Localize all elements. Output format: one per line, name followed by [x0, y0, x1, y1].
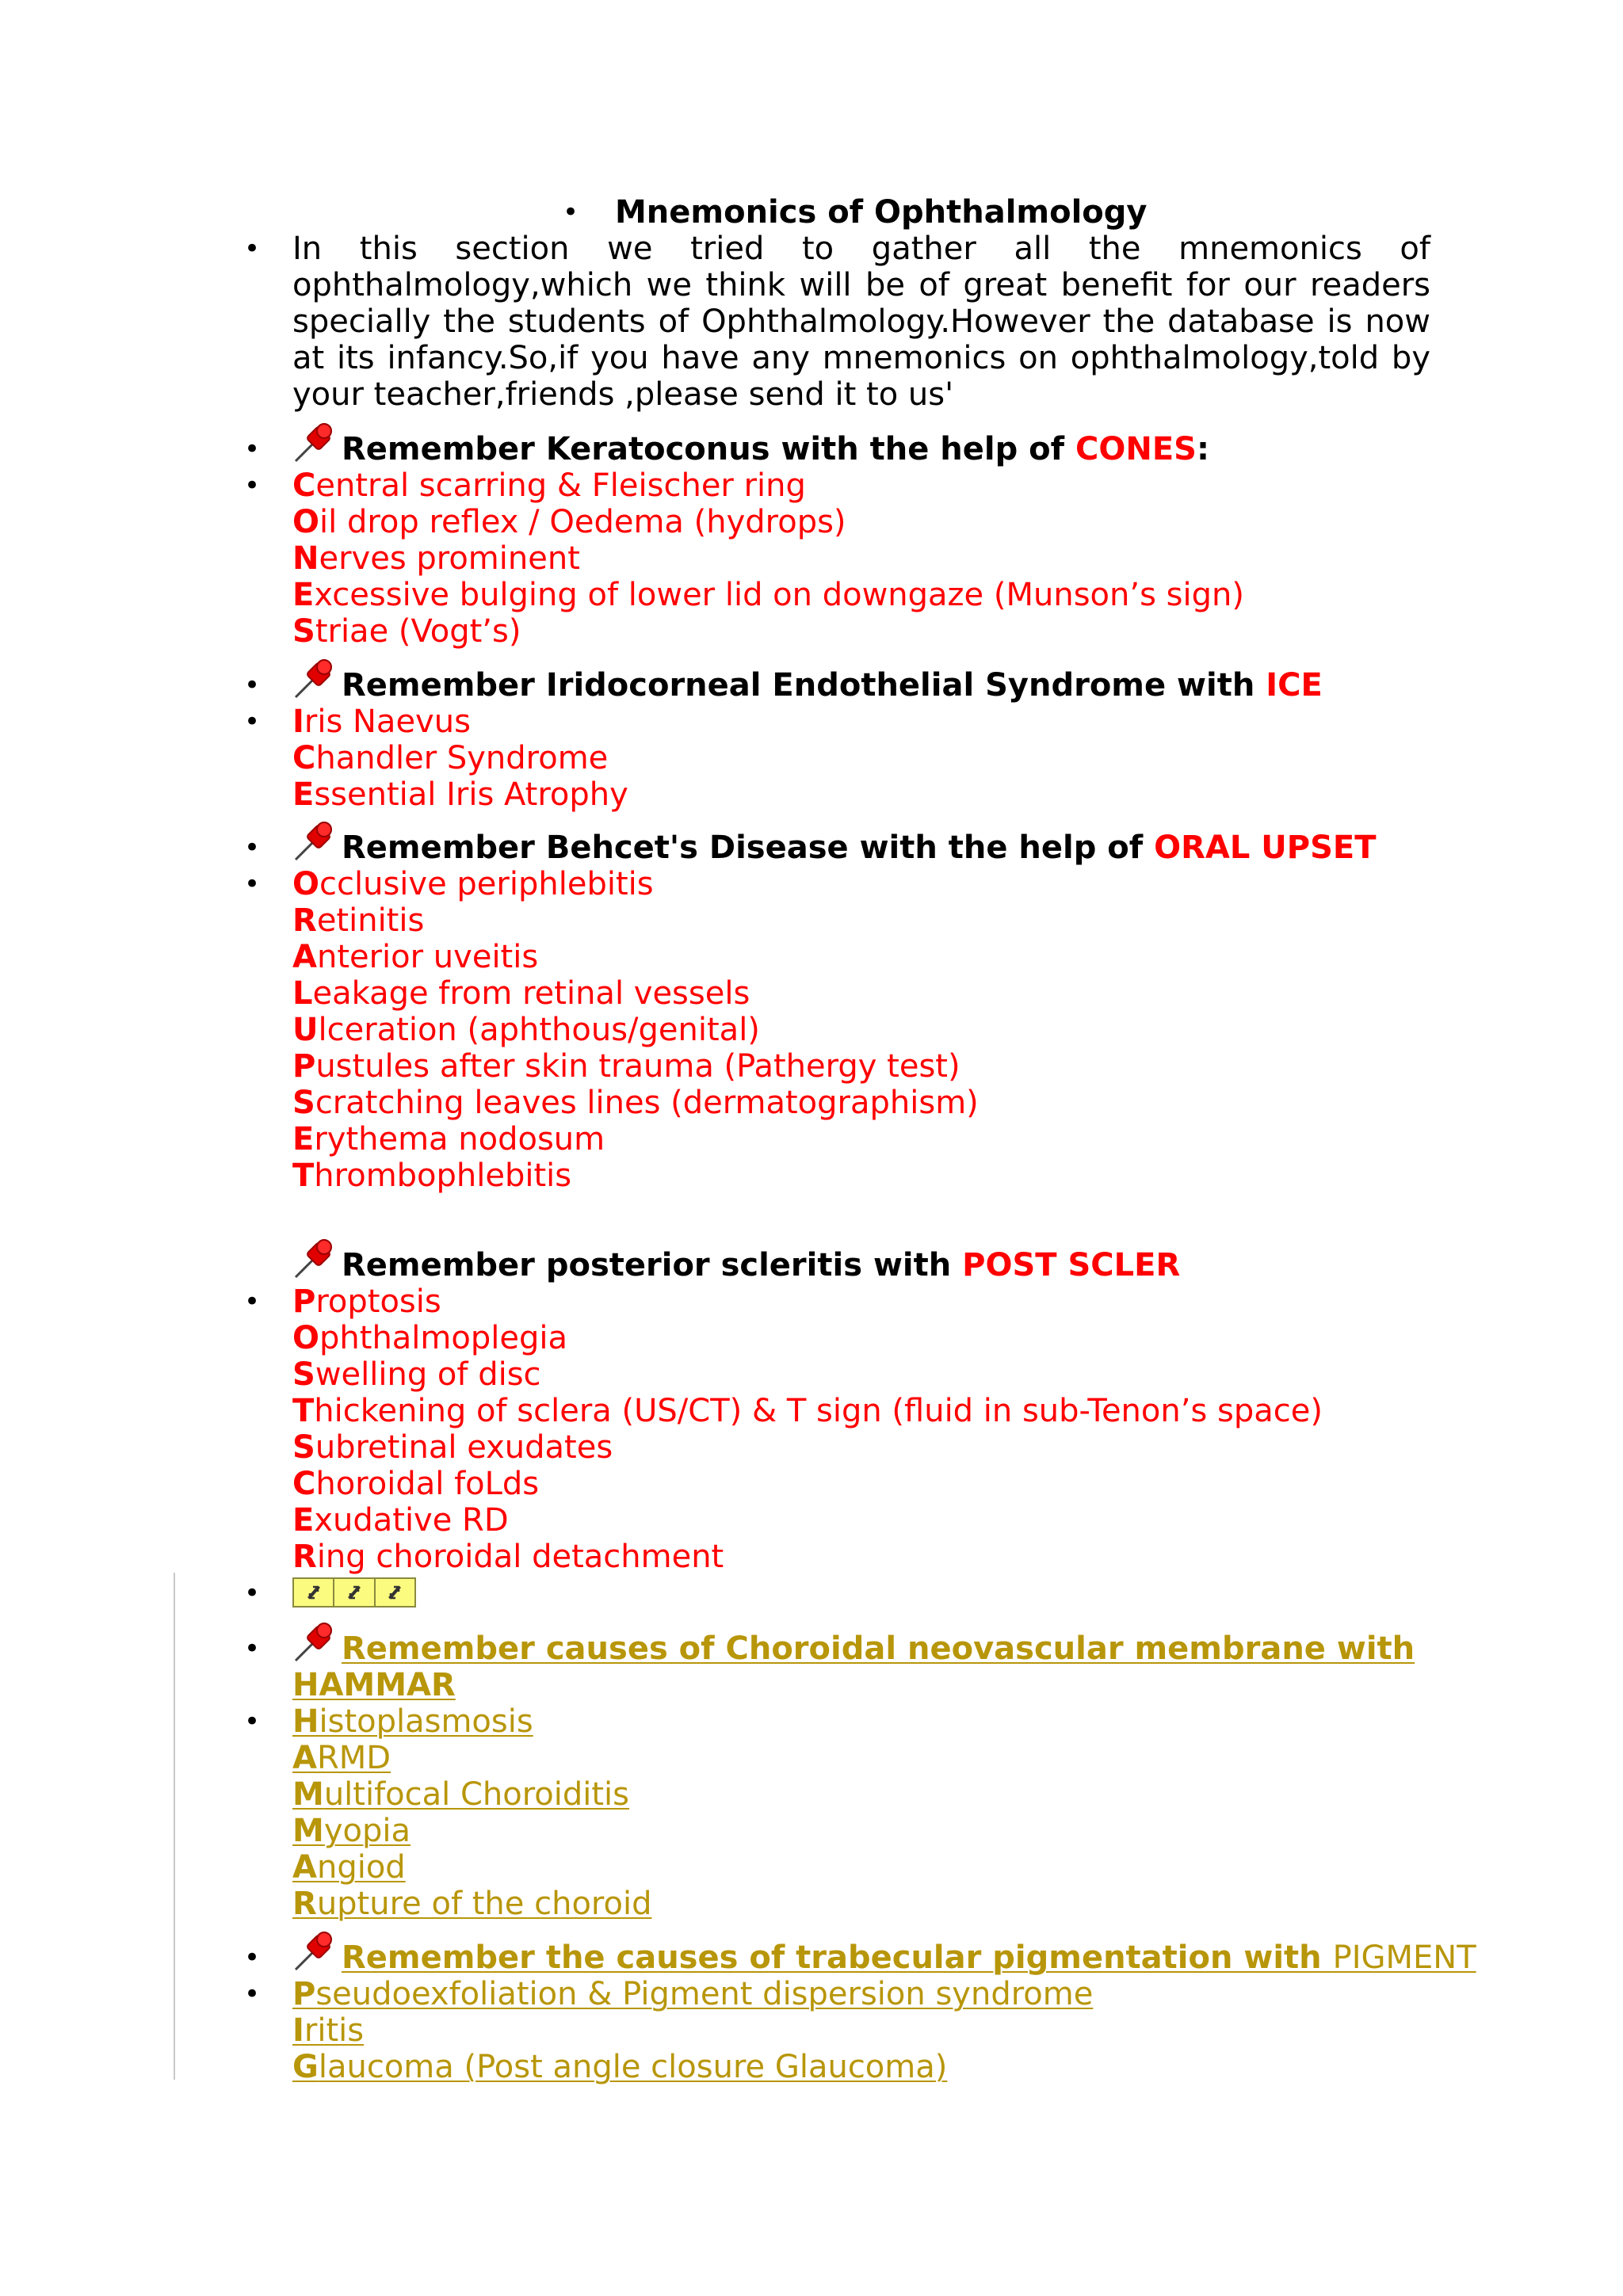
mnemonic-rest: ing choroidal detachment	[316, 1539, 724, 1575]
mnemonic-letter: P	[292, 1048, 316, 1085]
ice-keyword: ICE	[1266, 667, 1323, 704]
mnemonic-rest: nterior uveitis	[316, 939, 539, 975]
mnemonic-letter: P	[292, 1976, 316, 2012]
scleritis-heading-text: Remember posterior scleritis with	[342, 1247, 963, 1283]
margin-line	[174, 1573, 175, 2080]
mnemonic-letter: S	[292, 1429, 315, 1466]
bullet: •	[244, 868, 261, 900]
mnemonic-rest: triae (Vogt’s)	[315, 613, 521, 650]
bullet: •	[244, 433, 261, 465]
bullet: •	[244, 470, 261, 502]
cones-keyword: CONES	[1075, 431, 1197, 467]
arrow-icon	[376, 1579, 414, 1606]
mnemonic-letter: A	[292, 1740, 317, 1776]
mnemonic-letter: E	[292, 1502, 315, 1539]
behcet-item-text	[292, 866, 654, 902]
scleritis-item-text	[292, 1283, 441, 1320]
mnemonic-rest: yopia	[323, 1813, 411, 1849]
mnemonic-rest: il drop reflex / Oedema (hydrops)	[319, 504, 846, 540]
arrow-icon	[334, 1579, 375, 1606]
bullet: •	[244, 1577, 261, 1609]
cones-item-text	[292, 504, 846, 540]
pigment-item-text[interactable]	[292, 2012, 364, 2049]
scleritis-item-text	[292, 1320, 567, 1356]
mnemonic-rest: horoidal foLds	[315, 1466, 540, 1502]
mnemonic-letter: O	[292, 1320, 320, 1356]
mnemonic-letter: O	[292, 866, 320, 902]
cones-suffix: :	[1196, 431, 1209, 467]
cones-heading-text: Remember Keratoconus with the help of	[342, 431, 1075, 467]
mnemonic-rest: RMD	[316, 1740, 391, 1776]
scleritis-item-text	[292, 1502, 509, 1539]
ice-item-text	[292, 776, 628, 813]
pushpin-icon	[292, 820, 337, 863]
mnemonic-rest: etinitis	[316, 902, 425, 939]
mnemonic-rest: cclusive periphlebitis	[319, 866, 654, 902]
behcet-item-text	[292, 1048, 960, 1085]
mnemonic-rest: rythema nodosum	[314, 1121, 605, 1158]
mnemonic-letter: G	[292, 2049, 319, 2085]
behcet-heading-text: Remember Behcet's Disease with the help of	[342, 830, 1155, 866]
mnemonic-rest: ris Naevus	[304, 704, 471, 740]
scleritis-keyword: POST SCLER	[962, 1247, 1181, 1283]
mnemonic-letter: C	[292, 467, 316, 504]
scleritis-item-text	[292, 1393, 1323, 1429]
mnemonic-rest: entral scarring & Fleischer ring	[315, 467, 806, 504]
scleritis-item-text	[292, 1539, 724, 1575]
mnemonic-rest: roptosis	[315, 1283, 441, 1320]
mnemonic-rest: xcessive bulging of lower lid on downgaze (Munson’s sign)	[314, 577, 1244, 613]
mnemonic-letter: T	[292, 1393, 315, 1429]
mnemonic-letter: L	[292, 975, 313, 1012]
cones-item-text	[292, 467, 806, 504]
bullet: •	[244, 1706, 261, 1737]
hammar-item-text[interactable]	[292, 1849, 406, 1886]
behcet-item-text	[292, 902, 424, 939]
mnemonic-rest: ngiod	[316, 1849, 406, 1886]
hammar-item-text[interactable]	[292, 1776, 629, 1813]
cones-item-text	[292, 577, 1244, 613]
pigment-item-text[interactable]	[292, 2049, 947, 2085]
mnemonic-rest: hickening of sclera (US/CT) & T sign (fluid in sub-Tenon’s space)	[314, 1393, 1323, 1429]
scleritis-item-text	[292, 1466, 539, 1502]
pushpin-icon	[292, 1621, 337, 1664]
mnemonic-rest: ssential Iris Atrophy	[314, 776, 628, 813]
mnemonic-rest: upture of the choroid	[316, 1886, 652, 1922]
arrows-icon[interactable]	[292, 1577, 416, 1608]
hammar-item-text[interactable]	[292, 1813, 411, 1849]
bullet: •	[244, 1633, 261, 1665]
mnemonic-letter: E	[292, 577, 315, 613]
mnemonic-letter: A	[292, 939, 317, 975]
pushpin-icon	[292, 1238, 337, 1280]
bullet: •	[244, 1942, 261, 1974]
mnemonic-rest: erves prominent	[319, 540, 580, 577]
hammar-item-text[interactable]	[292, 1703, 533, 1740]
bullet: •	[244, 233, 261, 265]
hammar-keyword[interactable]: HAMMAR	[292, 1667, 456, 1703]
mnemonic-letter: S	[292, 613, 315, 650]
mnemonic-letter: E	[292, 1121, 315, 1158]
behcet-item-text	[292, 1085, 979, 1121]
mnemonic-rest: ritis	[304, 2012, 365, 2049]
mnemonic-letter: C	[292, 740, 316, 776]
bullet: •	[244, 832, 261, 864]
intro-paragraph: In this section we tried to gather all the mnemonics of ophthalmology,which we think will be of great benefit for our readers specially the students of Ophthalmology.However the database is now at its infancy.So,if you have any mnemonics on ophthalmology,told by your teacher,friends ,please send it to us'	[292, 231, 1430, 413]
bullet: •	[244, 1978, 261, 2010]
mnemonic-letter: R	[292, 902, 317, 939]
ice-item-text	[292, 704, 471, 740]
mnemonic-letter: H	[292, 1703, 319, 1740]
behcet-item-text	[292, 975, 750, 1012]
bullet: •	[244, 706, 261, 738]
mnemonic-rest: ultifocal Choroiditis	[323, 1776, 630, 1813]
hammar-item-text[interactable]	[292, 1740, 391, 1776]
mnemonic-letter: S	[292, 1085, 315, 1121]
mnemonic-rest: lceration (aphthous/genital)	[318, 1012, 760, 1048]
pushpin-icon	[292, 421, 337, 464]
mnemonic-rest: seudoexfoliation & Pigment dispersion syndrome	[315, 1976, 1094, 2012]
pigment-keyword[interactable]: PIGMENT	[1332, 1939, 1476, 1976]
mnemonic-letter: S	[292, 1356, 315, 1393]
scleritis-item-text	[292, 1429, 613, 1466]
mnemonic-rest: eakage from retinal vessels	[312, 975, 750, 1012]
mnemonic-letter: A	[292, 1849, 317, 1886]
mnemonic-letter: E	[292, 776, 315, 813]
mnemonic-letter: T	[292, 1158, 315, 1194]
cones-item-text	[292, 613, 521, 650]
mnemonic-rest: ustules after skin trauma (Pathergy test)	[315, 1048, 960, 1085]
mnemonic-rest: xudative RD	[314, 1502, 509, 1539]
arrow-icon	[294, 1579, 334, 1606]
mnemonic-letter: I	[292, 2012, 304, 2049]
scleritis-item-text	[292, 1356, 541, 1393]
mnemonic-letter: M	[292, 1776, 324, 1813]
bullet: •	[563, 196, 579, 228]
mnemonic-rest: istoplasmosis	[319, 1703, 533, 1740]
behcet-item-text	[292, 1012, 760, 1048]
mnemonic-letter: P	[292, 1283, 316, 1320]
mnemonic-letter: M	[292, 1813, 324, 1849]
mnemonic-rest: ubretinal exudates	[315, 1429, 613, 1466]
mnemonic-letter: O	[292, 504, 320, 540]
mnemonic-letter: U	[292, 1012, 319, 1048]
behcet-item-text	[292, 1158, 571, 1194]
cones-item-text	[292, 540, 580, 577]
mnemonic-rest: laucoma (Post angle closure Glaucoma)	[318, 2049, 948, 2085]
pigment-heading-link[interactable]: Remember the causes of trabecular pigmentation with	[342, 1939, 1333, 1976]
bullet: •	[244, 1286, 261, 1318]
mnemonic-letter: N	[292, 540, 319, 577]
ice-heading-text: Remember Iridocorneal Endothelial Syndrome with	[342, 667, 1266, 704]
mnemonic-letter: I	[292, 704, 304, 740]
page-title: Mnemonics of Ophthalmology	[615, 194, 1148, 231]
behcet-keyword: ORAL UPSET	[1154, 830, 1377, 866]
mnemonic-rest: phthalmoplegia	[319, 1320, 567, 1356]
hammar-item-text[interactable]	[292, 1886, 651, 1922]
mnemonic-letter: R	[292, 1539, 317, 1575]
mnemonic-rest: welling of disc	[315, 1356, 541, 1393]
mnemonic-letter: C	[292, 1466, 316, 1502]
mnemonic-rest: handler Syndrome	[315, 740, 609, 776]
mnemonic-letter: R	[292, 1886, 317, 1922]
mnemonic-rest: cratching leaves lines (dermatographism)	[315, 1085, 979, 1121]
bullet: •	[244, 669, 261, 701]
pushpin-icon	[292, 1930, 337, 1973]
behcet-item-text	[292, 939, 538, 975]
pushpin-icon	[292, 658, 337, 700]
ice-item-text	[292, 740, 608, 776]
hammar-heading-link[interactable]: Remember causes of Choroidal neovascular membrane with	[342, 1630, 1415, 1667]
behcet-item-text	[292, 1121, 605, 1158]
pigment-item-text[interactable]	[292, 1976, 1093, 2012]
mnemonic-rest: hrombophlebitis	[314, 1158, 572, 1194]
